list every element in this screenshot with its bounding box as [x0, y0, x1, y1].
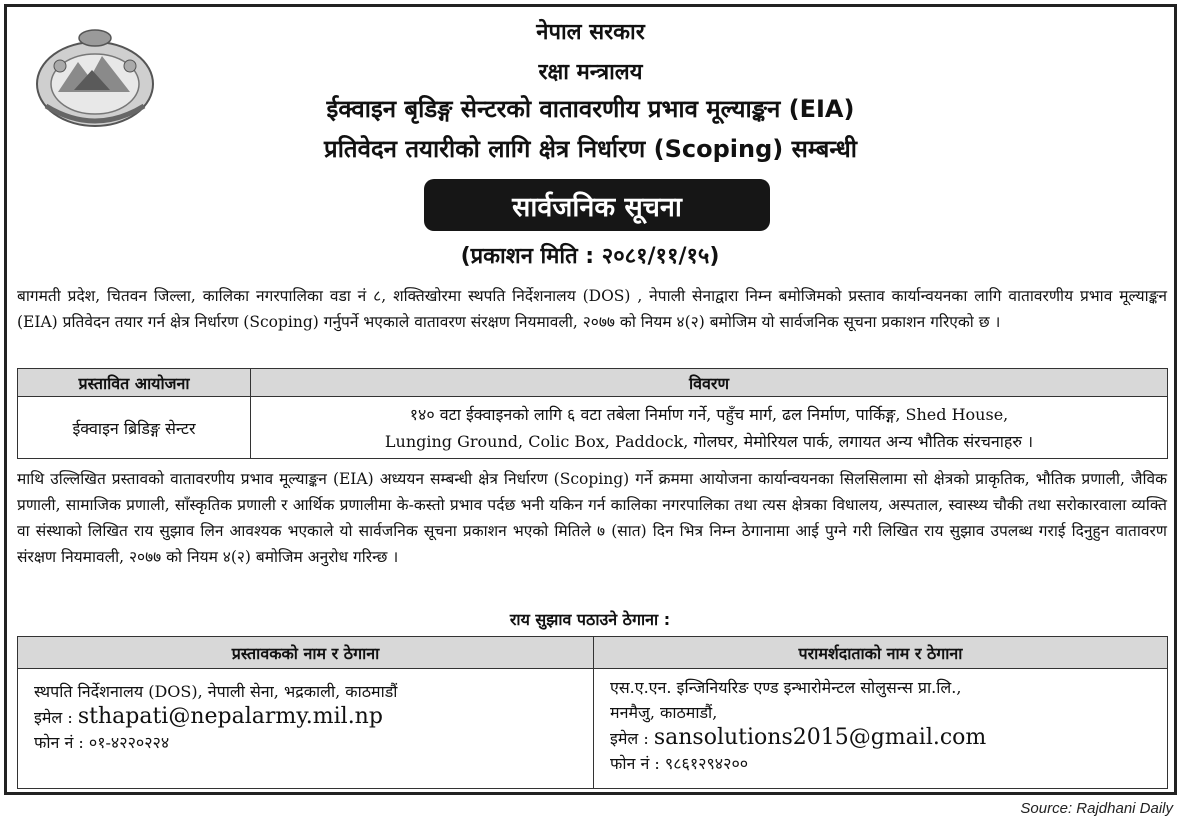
phone-label: फोन नं :: [34, 733, 89, 752]
table-row: [18, 397, 1168, 459]
proponent-email-row: [34, 704, 579, 730]
publication-date: (प्रकाशन मिति : २०८१/११/१५): [460, 244, 720, 269]
column-header-project: प्रस्तावित आयोजना: [18, 369, 251, 397]
consultant-phone: ९८६१२९४२००: [664, 754, 749, 773]
proponent-name-address: स्थपति निर्देशनालय (DOS), नेपाली सेना, भद्रकाली, काठमाडौं: [34, 682, 398, 701]
intro-paragraph: बागमती प्रदेश, चितवन जिल्ला, कालिका नगरपालिका वडा नं ८, शक्तिखोरमा स्थपति निर्देशनालय (DOS) , नेपाली सेनाद्वारा निम्न बमोजिमको प्रस्ताव कार्यान्वयनका लागि वातावरणीय प्रभाव मूल्याङ्कन (EIA) प्रतिवेदन तयार गर्न क्षेत्र निर्धारण (Scoping) गर्नुपर्ने भएकाले वातावरण संरक्षण नियमावली, २०७७ को नियम ४(२) बमोजिम यो सार्वजनिक सूचना प्रकाशन गरिएको छ ।: [17, 287, 1167, 331]
project-table: [17, 368, 1168, 459]
project-name-cell: ईक्वाइन ब्रिडिङ्ग सेन्टर: [18, 397, 251, 459]
table-header-row: [18, 637, 1168, 669]
details-line: Lunging Ground, Colic Box, Paddock, गोलघर, मेमोरियल पार्क, लगायत अन्य भौतिक संरचनाहरु ।: [384, 431, 1034, 451]
address-table: [17, 636, 1168, 789]
proponent-phone: ०१-४२२०२२४: [88, 733, 170, 752]
project-details-cell: [251, 397, 1168, 459]
proponent-phone-row: [34, 730, 579, 755]
table-header-row: [18, 369, 1168, 397]
phone-label: फोन नं :: [610, 754, 665, 773]
email-label: इमेल :: [34, 708, 78, 727]
column-header-proponent: प्रस्तावकको नाम र ठेगाना: [18, 637, 594, 669]
main-paragraph: माथि उल्लिखित प्रस्तावको वातावरणीय प्रभाव मूल्याङ्कन (EIA) अध्ययन सम्बन्धी क्षेत्र निर्धारण (Scoping) गर्ने क्रममा आयोजना कार्यान्वयनका सिलसिलामा सो क्षेत्रको प्राकृतिक, भौतिक प्रणाली, जैविक प्रणाली, सामाजिक प्रणाली, साँस्कृतिक प्रणाली र आर्थिक प्रणालीमा के-कस्तो प्रभाव पर्दछ भनी यकिन गर्न कालिका नगरपालिका तथा त्यस क्षेत्रका विधालय, अस्पताल, स्वास्थ्य चौकी तथा सरोकारवाला व्यक्ति वा संस्थाको लिखित राय सुझाव लिन आवश्यक भएकाले यो सार्वजनिक सूचना प्रकाशन भएको मितिले ७ (सात) दिन भित्र निम्न ठेगानामा आई पुग्ने गरी लिखित राय सुझाव उपलब्ध गराई दिनुहुन वातावरण संरक्षण नियमावली, २०७७ को नियम ४(२) बमोजिम अनुरोध गरिन्छ ।: [17, 470, 1167, 566]
consultant-name: एस.ए.एन. इन्जिनियरिङ एण्ड इन्भारोमेन्टल सोलुसन्स प्रा.लि.,: [610, 678, 962, 697]
header-title-line2: प्रतिवेदन तयारीको लागि क्षेत्र निर्धारण (Scoping) सम्बन्धी: [324, 135, 857, 163]
column-header-consultant: परामर्शदाताको नाम र ठेगाना: [594, 637, 1168, 669]
proponent-email-link[interactable]: sthapati@nepalarmy.mil.np: [77, 704, 383, 729]
consultant-email-link[interactable]: sansolutions2015@gmail.com: [653, 725, 987, 750]
header-title-line1: ईक्वाइन बृडिङ्ग सेन्टरको वातावरणीय प्रभाव मूल्याङ्कन (EIA): [326, 95, 855, 123]
email-label: इमेल :: [610, 729, 654, 748]
consultant-email-row: [610, 725, 1153, 751]
public-notice-title: सार्वजनिक सूचना: [424, 179, 770, 231]
proponent-cell: [18, 669, 594, 789]
table-row: [18, 669, 1168, 789]
source-credit: Source: Rajdhani Daily: [1020, 800, 1173, 817]
column-header-details: विवरण: [251, 369, 1168, 397]
consultant-address: मनमैजु, काठमाडौं,: [610, 703, 718, 722]
consultant-phone-row: [610, 751, 1153, 776]
consultant-cell: [594, 669, 1168, 789]
header-ministry: रक्षा मन्त्रालय: [538, 60, 643, 85]
send-suggestions-title: राय सुझाव पठाउने ठेगाना :: [509, 610, 671, 629]
details-line: १४० वटा ईक्वाइनको लागि ६ वटा तबेला निर्माण गर्ने, पहुँच मार्ग, ढल निर्माण, पार्किङ्ग, Shed House,: [409, 404, 1009, 424]
nepal-government-emblem-icon: [30, 26, 160, 130]
header-government: नेपाल सरकार: [536, 20, 645, 45]
